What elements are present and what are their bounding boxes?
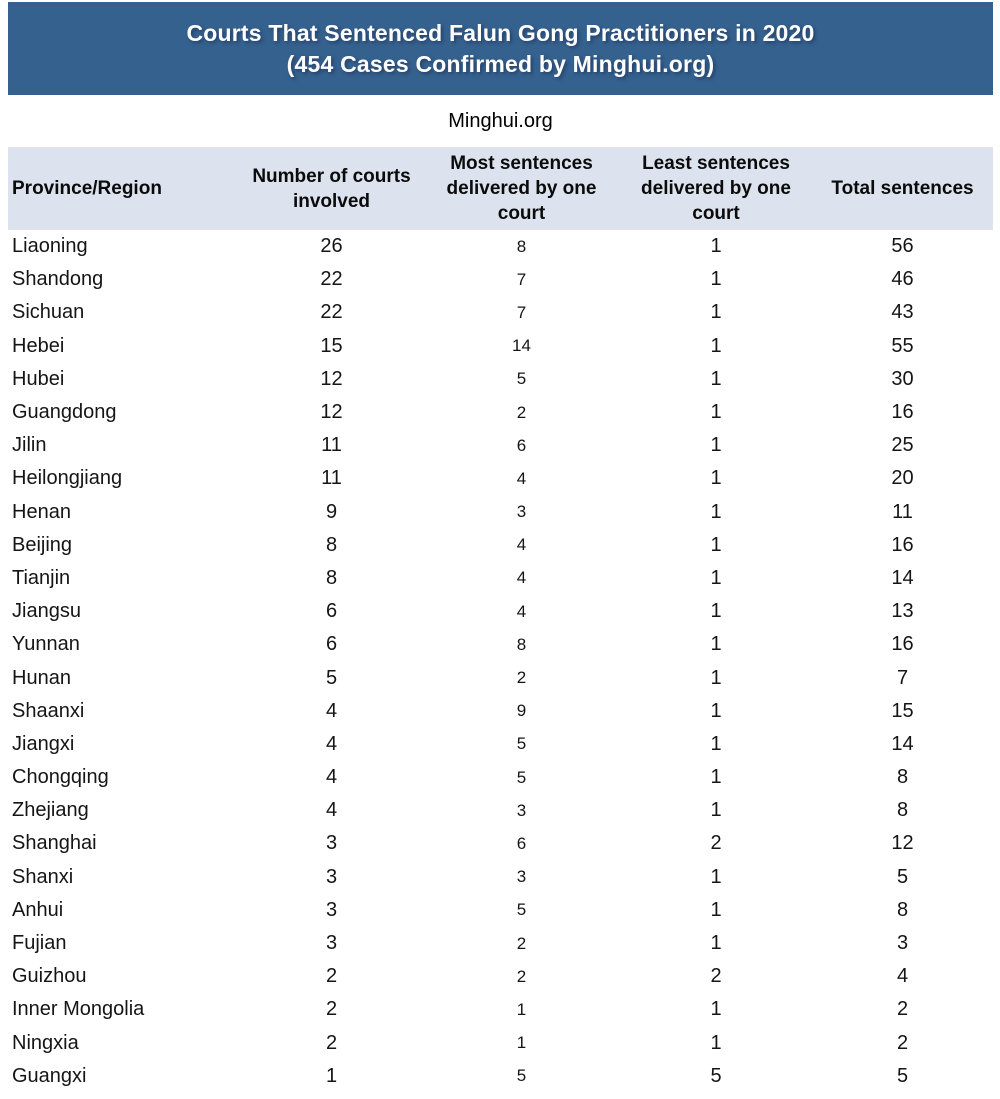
- cell-most-sentences: 2: [516, 966, 527, 986]
- cell-province: Jiangsu: [12, 600, 81, 623]
- cell-least-sentences: 1: [710, 533, 722, 556]
- cell-most-sentences: 8: [516, 634, 527, 654]
- cell-most-sentences: 7: [516, 269, 527, 289]
- cell-total-sentences: 55: [891, 334, 914, 357]
- cell-most-sentences: 4: [516, 468, 527, 488]
- cell-province: Hunan: [12, 666, 71, 689]
- table-row: [8, 496, 993, 529]
- cell-province: Jiangxi: [12, 732, 75, 755]
- cell-courts-involved: 26: [320, 235, 343, 258]
- cell-courts-involved: 1: [325, 1064, 338, 1087]
- cell-province: Guangxi: [12, 1064, 87, 1087]
- cell-most-sentences: 1: [516, 999, 527, 1019]
- table-row: [8, 960, 993, 993]
- cell-province: Zhejiang: [12, 799, 89, 822]
- table-row: [8, 728, 993, 761]
- cell-least-sentences: 1: [710, 998, 722, 1021]
- table-row: [8, 595, 993, 628]
- cell-most-sentences: 5: [516, 767, 527, 787]
- cell-total-sentences: 14: [891, 566, 914, 589]
- cell-total-sentences: 14: [891, 732, 914, 755]
- cell-most-sentences: 8: [516, 236, 527, 256]
- cell-least-sentences: 1: [710, 235, 722, 258]
- cell-least-sentences: 5: [710, 1064, 722, 1087]
- cell-courts-involved: 3: [325, 832, 338, 855]
- cell-courts-involved: 2: [325, 1031, 338, 1054]
- cell-most-sentences: 5: [516, 1066, 527, 1086]
- table-row: [8, 894, 993, 927]
- cell-courts-involved: 4: [325, 766, 338, 789]
- table-row: [8, 296, 993, 329]
- cell-province: Fujian: [12, 932, 67, 955]
- cell-province: Jilin: [12, 434, 47, 457]
- cell-courts-involved: 9: [325, 500, 338, 523]
- table-row: [8, 695, 993, 728]
- cell-courts-involved: 8: [325, 566, 338, 589]
- cell-most-sentences: 3: [516, 800, 527, 820]
- cell-most-sentences: 3: [516, 502, 527, 522]
- cell-courts-involved: 2: [325, 965, 338, 988]
- cell-least-sentences: 2: [710, 832, 722, 855]
- table-row: [8, 861, 993, 894]
- cell-total-sentences: 16: [891, 633, 914, 656]
- table-row: [8, 1027, 993, 1060]
- cell-most-sentences: 7: [516, 302, 527, 322]
- cell-total-sentences: 56: [891, 235, 914, 258]
- column-header-courts-involved: Number of courts involved: [252, 165, 411, 212]
- cell-courts-involved: 4: [325, 732, 338, 755]
- cell-total-sentences: 7: [896, 666, 909, 689]
- cell-most-sentences: 2: [516, 402, 527, 422]
- cell-province: Anhui: [12, 898, 64, 921]
- cell-least-sentences: 1: [710, 932, 722, 955]
- cell-courts-involved: 11: [321, 434, 342, 457]
- cell-province: Liaoning: [12, 235, 88, 258]
- cell-least-sentences: 1: [710, 1031, 722, 1054]
- cell-courts-involved: 3: [325, 865, 338, 888]
- column-header-least-sentences: Least sentences delivered by one court: [641, 153, 791, 224]
- cell-least-sentences: 1: [710, 500, 722, 523]
- cell-most-sentences: 5: [516, 900, 527, 920]
- cell-province: Beijing: [12, 533, 73, 556]
- cell-courts-involved: 3: [325, 932, 338, 955]
- cell-most-sentences: 5: [516, 369, 527, 389]
- cell-total-sentences: 16: [891, 533, 914, 556]
- cell-least-sentences: 1: [710, 633, 722, 656]
- cell-total-sentences: 15: [891, 699, 914, 722]
- cell-province: Tianjin: [12, 566, 71, 589]
- cell-total-sentences: 20: [891, 467, 914, 490]
- table-row: [8, 993, 993, 1026]
- column-header-most-sentences: Most sentences delivered by one court: [446, 153, 597, 224]
- cell-province: Shanghai: [12, 832, 97, 855]
- cell-courts-involved: 8: [325, 533, 338, 556]
- cell-province: Heilongjiang: [12, 467, 123, 490]
- table-row: [8, 927, 993, 960]
- cell-total-sentences: 8: [896, 799, 909, 822]
- cell-province: Hebei: [12, 334, 65, 357]
- cell-most-sentences: 9: [516, 701, 527, 721]
- cell-courts-involved: 12: [320, 401, 343, 424]
- cell-least-sentences: 1: [710, 334, 722, 357]
- cell-province: Yunnan: [12, 633, 80, 656]
- table-row: [8, 1060, 993, 1093]
- column-header-total-sentences: Total sentences: [831, 178, 974, 199]
- table-row: [8, 263, 993, 296]
- cell-province: Guangdong: [12, 401, 117, 424]
- cell-province: Shanxi: [12, 865, 74, 888]
- cell-province: Henan: [12, 500, 71, 523]
- cell-total-sentences: 30: [891, 367, 914, 390]
- cell-courts-involved: 4: [325, 799, 338, 822]
- cell-total-sentences: 11: [892, 500, 913, 523]
- cell-province: Chongqing: [12, 766, 109, 789]
- cell-province: Ningxia: [12, 1031, 79, 1054]
- table-row: [8, 363, 993, 396]
- cell-least-sentences: 1: [710, 268, 722, 291]
- cell-least-sentences: 1: [710, 799, 722, 822]
- table-header-row: [8, 147, 993, 230]
- cell-most-sentences: 2: [516, 668, 527, 688]
- cell-province: Inner Mongolia: [12, 998, 145, 1021]
- cell-least-sentences: 1: [710, 699, 722, 722]
- table-row: [8, 330, 993, 363]
- cell-most-sentences: 2: [516, 933, 527, 953]
- title-banner: [8, 2, 993, 95]
- table-row: [8, 429, 993, 462]
- page-subtitle: (454 Cases Confirmed by Minghui.org): [286, 50, 715, 77]
- cell-province: Sichuan: [12, 301, 85, 324]
- cell-total-sentences: 12: [891, 832, 914, 855]
- cell-total-sentences: 8: [896, 898, 909, 921]
- cell-least-sentences: 1: [710, 467, 722, 490]
- cell-total-sentences: 3: [896, 932, 909, 955]
- table-row: [8, 230, 993, 263]
- cell-least-sentences: 1: [710, 600, 722, 623]
- table-row: [8, 761, 993, 794]
- table-row: [8, 529, 993, 562]
- cell-most-sentences: 4: [516, 568, 527, 588]
- cell-province: Guizhou: [12, 965, 87, 988]
- cell-total-sentences: 43: [891, 301, 914, 324]
- table-row: [8, 562, 993, 595]
- cell-courts-involved: 22: [320, 268, 343, 291]
- cell-least-sentences: 1: [710, 434, 722, 457]
- table-row: [8, 794, 993, 827]
- cell-least-sentences: 1: [710, 766, 722, 789]
- cell-total-sentences: 13: [891, 600, 914, 623]
- cell-courts-involved: 11: [321, 467, 342, 490]
- cell-province: Hubei: [12, 367, 65, 390]
- cell-total-sentences: 2: [896, 1031, 909, 1054]
- cell-least-sentences: 1: [710, 732, 722, 755]
- cell-total-sentences: 25: [891, 434, 914, 457]
- cell-courts-involved: 4: [325, 699, 338, 722]
- cell-total-sentences: 8: [896, 766, 909, 789]
- cell-most-sentences: 14: [512, 336, 531, 356]
- cell-least-sentences: 1: [710, 301, 722, 324]
- table-row: [8, 661, 993, 694]
- sentences-table: [8, 147, 993, 1093]
- page-title: Courts That Sentenced Falun Gong Practitioners in 2020: [186, 19, 815, 46]
- cell-least-sentences: 1: [710, 898, 722, 921]
- cell-most-sentences: 6: [516, 833, 527, 853]
- column-header-province-region: Province/Region: [12, 178, 162, 199]
- cell-most-sentences: 4: [516, 601, 527, 621]
- table-row: [8, 827, 993, 860]
- cell-courts-involved: 3: [325, 898, 338, 921]
- cell-total-sentences: 5: [896, 865, 909, 888]
- cell-total-sentences: 4: [896, 965, 909, 988]
- cell-least-sentences: 1: [710, 401, 722, 424]
- cell-most-sentences: 5: [516, 734, 527, 754]
- cell-courts-involved: 12: [320, 367, 343, 390]
- cell-province: Shandong: [12, 268, 104, 291]
- cell-courts-involved: 6: [325, 633, 338, 656]
- table-row: [8, 462, 993, 495]
- cell-total-sentences: 5: [896, 1064, 909, 1087]
- source-label: Minghui.org: [448, 109, 553, 132]
- cell-least-sentences: 1: [710, 865, 722, 888]
- cell-total-sentences: 46: [891, 268, 914, 291]
- cell-most-sentences: 3: [516, 867, 527, 887]
- cell-least-sentences: 1: [710, 566, 722, 589]
- table-body: [8, 230, 993, 1093]
- cell-least-sentences: 1: [710, 666, 722, 689]
- cell-courts-involved: 15: [320, 334, 343, 357]
- table-row: [8, 396, 993, 429]
- table-row: [8, 628, 993, 661]
- cell-courts-involved: 6: [325, 600, 338, 623]
- cell-most-sentences: 1: [516, 1033, 527, 1053]
- cell-least-sentences: 2: [710, 965, 722, 988]
- cell-province: Shaanxi: [12, 699, 85, 722]
- cell-courts-involved: 22: [320, 301, 343, 324]
- cell-most-sentences: 6: [516, 435, 527, 455]
- cell-courts-involved: 2: [325, 998, 338, 1021]
- cell-total-sentences: 2: [896, 998, 909, 1021]
- cell-least-sentences: 1: [710, 367, 722, 390]
- cell-total-sentences: 16: [891, 401, 914, 424]
- cell-most-sentences: 4: [516, 535, 527, 555]
- cell-courts-involved: 5: [325, 666, 338, 689]
